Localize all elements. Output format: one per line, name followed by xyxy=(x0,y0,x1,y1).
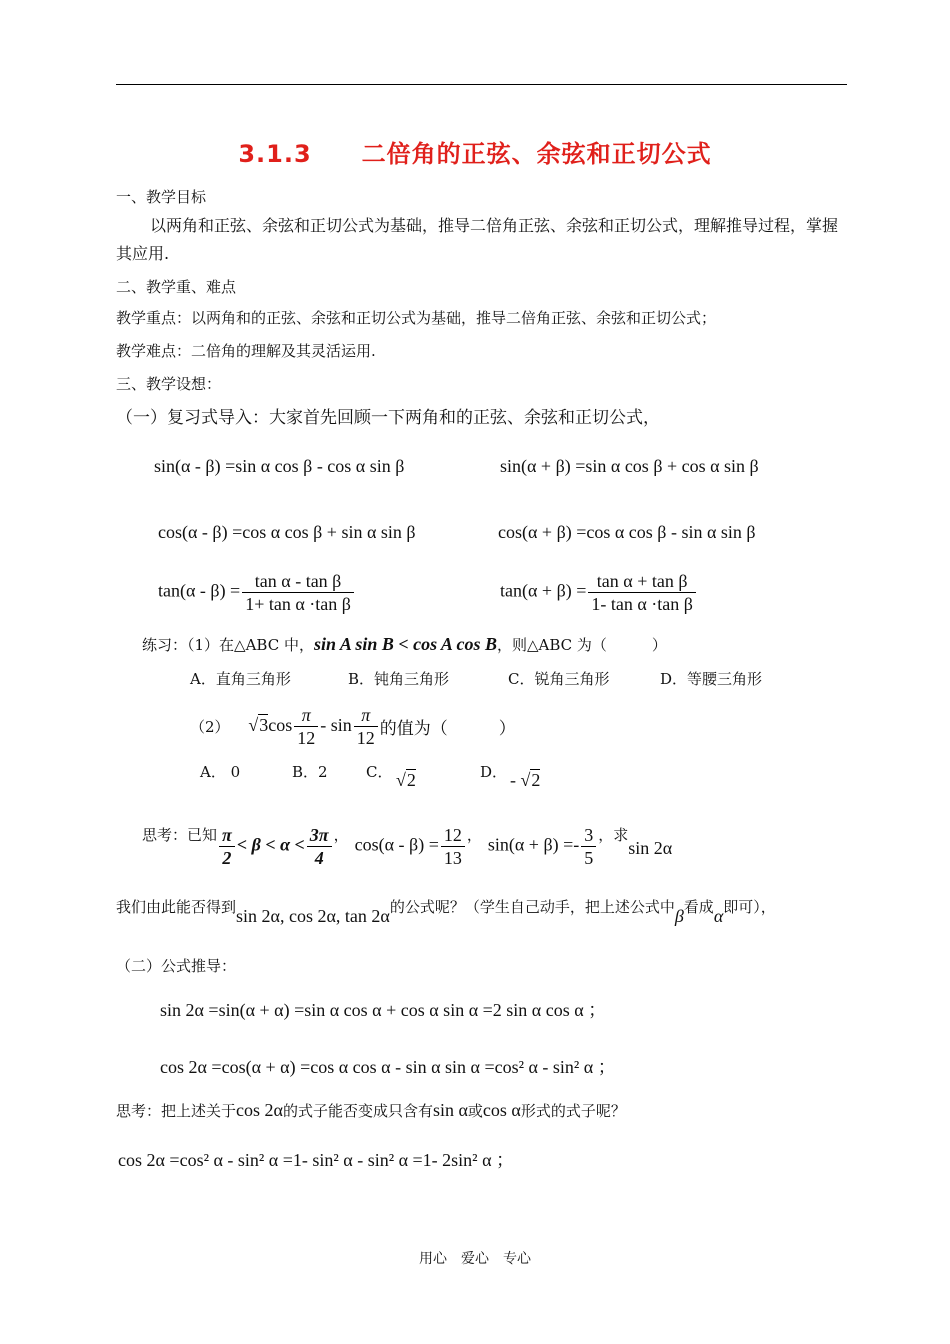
tan-plus-denominator: 1- tan α ·tan β xyxy=(591,594,693,614)
exercise-2-option-d-value: - √2 xyxy=(510,770,541,790)
exercise-1-suffix: ，则△ABC 为（ ） xyxy=(496,636,667,654)
exercise-1-option-a: A．直角三角形 xyxy=(190,670,291,688)
think-2-pre: 思考：把上述关于 xyxy=(116,1102,237,1120)
think-2-post: 形式的式子呢？ xyxy=(520,1102,626,1120)
tan-plus-fraction xyxy=(588,570,696,615)
exercise-1-option-d: D．等腰三角形 xyxy=(660,670,763,688)
range-two: 2 xyxy=(222,848,232,868)
think-1-ask: ，求 xyxy=(598,826,629,844)
exercise-2-pi-1: π xyxy=(294,704,318,727)
think-1-cos-num: 12 xyxy=(441,824,465,847)
think-2-sina: sin α xyxy=(432,1100,468,1120)
part-1-heading: （一）复习式导入：大家首先回顾一下两角和的正弦、余弦和正切公式， xyxy=(116,408,660,428)
think-1-cos-fraction xyxy=(441,824,465,869)
key-point: 教学重点：以两角和的正弦、余弦和正切公式为基础，推导二倍角正弦、余弦和正切公式； xyxy=(116,309,717,327)
option-c-sqrt: 2 xyxy=(406,770,416,790)
exercise-1 xyxy=(142,634,667,655)
tan-minus-lhs: tan(α - β) = xyxy=(158,580,241,601)
think-1-target: sin 2α xyxy=(628,838,673,858)
think-1-comma-2: ， xyxy=(466,826,482,844)
think-1 xyxy=(142,824,672,869)
exercise-2-cos: cos xyxy=(268,714,293,735)
exercise-2-pi-2: π xyxy=(354,704,378,727)
exercise-2-den-2: 12 xyxy=(356,728,375,748)
page-footer: 用心 爱心 专心 xyxy=(419,1251,531,1267)
exercise-2-option-a: A． 0 xyxy=(200,763,241,781)
think-1-cos-den: 13 xyxy=(443,848,462,868)
formula-tan-minus xyxy=(158,570,356,615)
section-3-heading: 三、教学设想： xyxy=(116,375,222,393)
think-1-label: 思考：已知 xyxy=(142,826,218,844)
derive-question-post: 即可）， xyxy=(723,898,776,916)
think-2-cosa: cos α xyxy=(482,1100,521,1120)
think-1-sin xyxy=(488,824,598,869)
exercise-2-option-c: C． xyxy=(366,763,393,781)
exercise-1-option-c: C．锐角三角形 xyxy=(508,670,610,688)
think-2-mid-1: 的式子能否变成只含有 xyxy=(282,1102,433,1120)
range-pi: π xyxy=(219,824,235,847)
derive-question-pre: 我们由此能否得到 xyxy=(116,898,237,916)
exercise-2-expression: √3cos $\frac{\pi}{12}$ - sin $\frac{\pi}{12}$ xyxy=(248,715,379,735)
think-1-cos-lhs: cos(α - β) = xyxy=(354,834,439,855)
exercise-2 xyxy=(190,704,516,749)
derive-question-mid: 的公式呢？（学生自己动手，把上述公式中 xyxy=(389,898,675,916)
option-d-sqrt: 2 xyxy=(531,770,541,790)
tan-minus-numerator: tan α - tan β xyxy=(242,570,354,593)
think-2-mid-2: 或 xyxy=(467,1102,483,1120)
exercise-2-option-b: B．2 xyxy=(292,763,328,781)
exercise-1-option-b: B．钝角三角形 xyxy=(348,670,450,688)
range-three-pi: 3π xyxy=(307,824,332,847)
tan-minus-fraction xyxy=(242,570,354,615)
part-2-heading: （二）公式推导： xyxy=(116,957,237,975)
section-1-heading: 一、教学目标 xyxy=(116,188,207,206)
exercise-2-label: （2） xyxy=(190,718,230,736)
think-1-sin-den: 5 xyxy=(584,848,594,868)
range-fraction-2 xyxy=(307,824,332,869)
derive-question-beta: β xyxy=(674,906,684,926)
exercise-2-option-c-value: √2 xyxy=(396,770,416,790)
range-inequality: < β < α < xyxy=(236,834,305,855)
exercise-2-option-d: D． xyxy=(480,763,508,781)
header-rule xyxy=(116,84,847,85)
range-fraction-1 xyxy=(219,824,235,869)
range-four: 4 xyxy=(314,848,324,868)
think-1-comma-1: ， xyxy=(333,826,349,844)
section-1-body: 以两角和正弦、余弦和正切公式为基础，推导二倍角正弦、余弦和正切公式，理解推导过程，掌握其应用. xyxy=(116,216,839,263)
think-1-cos xyxy=(355,824,467,869)
exercise-2-minus-sin: - sin xyxy=(320,714,352,735)
formula-cos-plus: cos(α + β) =cos α cos β - sin α sin β xyxy=(498,522,756,542)
derivation-sin-2a: sin 2α =sin(α + α) =sin α cos α + cos α sin α =2 sin α cos α ； xyxy=(160,1000,607,1020)
exercise-1-prefix: 练习：（1）在△ABC 中， xyxy=(142,636,314,654)
difficult-point: 教学难点：二倍角的理解及其灵活运用. xyxy=(116,342,376,360)
think-1-sin-fraction xyxy=(581,824,596,869)
derive-question xyxy=(116,896,776,926)
exercise-2-sqrt-value: 3 xyxy=(259,714,269,735)
page-title: 3.1.3 二倍角的正弦、余弦和正切公式 xyxy=(238,140,712,168)
formula-sin-minus: sin(α - β) =sin α cos β - cos α sin β xyxy=(154,456,405,476)
think-2-cos2a: cos 2α xyxy=(236,1100,283,1120)
exercise-2-fraction-2 xyxy=(354,704,378,749)
section-2-heading: 二、教学重、难点 xyxy=(116,278,237,296)
formula-cos-minus: cos(α - β) =cos α cos β + sin α sin β xyxy=(158,522,416,542)
exercise-2-fraction-1 xyxy=(294,704,318,749)
think-2 xyxy=(116,1100,626,1121)
derivation-cos-2a: cos 2α =cos(α + α) =cos α cos α - sin α sin α =cos² α - sin² α ； xyxy=(160,1057,616,1077)
exercise-2-den-1: 12 xyxy=(297,728,316,748)
think-1-range xyxy=(217,824,334,869)
tan-plus-lhs: tan(α + β) = xyxy=(500,580,587,601)
exercise-2-suffix: 的值为（ ） xyxy=(379,719,516,739)
formula-sin-plus: sin(α + β) =sin α cos β + cos α sin β xyxy=(500,456,759,476)
option-d-minus: - xyxy=(510,770,516,790)
derive-question-math: sin 2α, cos 2α, tan 2α xyxy=(236,906,390,926)
derive-question-as: 看成 xyxy=(683,898,714,916)
tan-minus-denominator: 1+ tan α ·tan β xyxy=(245,594,351,614)
tan-plus-numerator: tan α + tan β xyxy=(588,570,696,593)
think-1-sin-lhs: sin(α + β) =- xyxy=(487,834,580,855)
cos-2a-alternative: cos 2α =cos² α - sin² α =1- sin² α - sin² α =1- 2sin² α ； xyxy=(118,1150,515,1170)
exercise-1-condition: sin A sin B < cos A cos B xyxy=(313,634,497,654)
think-1-sin-num: 3 xyxy=(581,824,596,847)
formula-tan-plus xyxy=(500,570,698,615)
derive-question-alpha: α xyxy=(713,906,724,926)
